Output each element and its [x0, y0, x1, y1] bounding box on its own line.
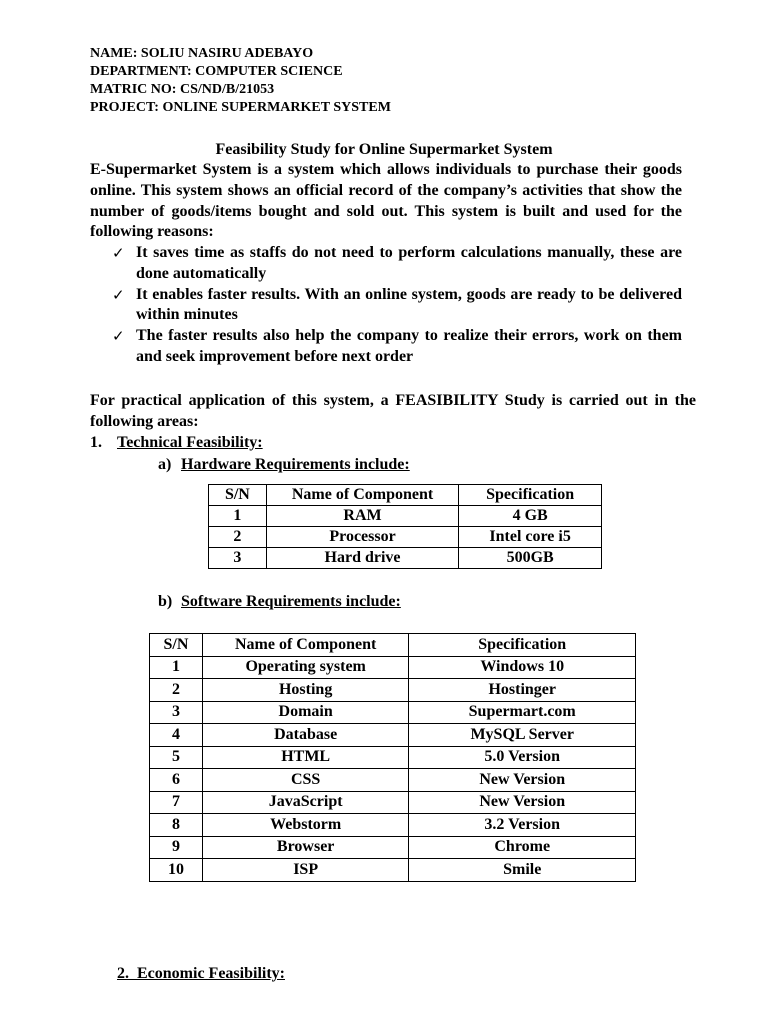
- table-row: [150, 791, 636, 814]
- table-row: [150, 701, 636, 724]
- section-label: Technical Feasibility:: [117, 434, 263, 451]
- subsection-marker: a): [158, 456, 172, 473]
- table-cell: 3: [209, 548, 267, 569]
- table-header-row: [150, 634, 636, 657]
- project-title: PROJECT: ONLINE SUPERMARKET SYSTEM: [90, 100, 391, 115]
- subsection-marker: b): [158, 593, 173, 610]
- hardware-heading: [158, 455, 410, 475]
- column-header: Name of Component: [202, 634, 409, 657]
- intro-paragraph: E-Supermarket System is a system which allows individuals to purchase their goods online. This system shows an official record of the company’s activities that show the number of goods/items bought and sold out. This system is built and used for the following reasons:: [90, 161, 682, 241]
- hardware-table: [208, 484, 602, 569]
- table-row: [150, 769, 636, 792]
- column-header: Specification: [459, 485, 602, 506]
- table-row: [150, 814, 636, 837]
- table-cell: JavaScript: [202, 791, 409, 814]
- software-table: [149, 633, 636, 882]
- matric-number: MATRIC NO: CS/ND/B/21053: [90, 82, 275, 97]
- table-cell: 5.0 Version: [409, 746, 636, 769]
- table-cell: Hosting: [202, 679, 409, 702]
- table-cell: New Version: [409, 769, 636, 792]
- table-cell: Chrome: [409, 836, 636, 859]
- table-row: [150, 724, 636, 747]
- document-title: Feasibility Study for Online Supermarket System: [215, 141, 553, 158]
- subsection-label: Hardware Requirements include:: [181, 456, 410, 473]
- table-cell: Processor: [266, 527, 458, 548]
- list-item: [110, 326, 682, 368]
- table-cell: 2: [209, 527, 267, 548]
- software-heading: [158, 592, 401, 612]
- table-cell: Operating system: [202, 656, 409, 679]
- table-cell: Intel core i5: [459, 527, 602, 548]
- table-cell: RAM: [266, 506, 458, 527]
- table-cell: 1: [209, 506, 267, 527]
- table-cell: 6: [150, 769, 203, 792]
- table-cell: 3.2 Version: [409, 814, 636, 837]
- section-number: 1.: [90, 434, 102, 451]
- table-cell: HTML: [202, 746, 409, 769]
- table-cell: 3: [150, 701, 203, 724]
- column-header: S/N: [150, 634, 203, 657]
- table-cell: Supermart.com: [409, 701, 636, 724]
- table-row: [150, 859, 636, 882]
- table-row: [150, 746, 636, 769]
- table-cell: Windows 10: [409, 656, 636, 679]
- table-cell: Database: [202, 724, 409, 747]
- subsection-label: Software Requirements include:: [181, 593, 401, 610]
- list-item: [110, 285, 682, 327]
- student-info: [90, 45, 391, 117]
- table-cell: CSS: [202, 769, 409, 792]
- table-cell: 2: [150, 679, 203, 702]
- table-cell: 500GB: [459, 548, 602, 569]
- technical-feasibility-heading: [90, 433, 263, 453]
- table-cell: 9: [150, 836, 203, 859]
- table-cell: ISP: [202, 859, 409, 882]
- table-row: [150, 836, 636, 859]
- table-cell: 4: [150, 724, 203, 747]
- reasons-list: [110, 243, 682, 368]
- practical-paragraph: For practical application of this system, a FEASIBILITY Study is carried out in the following areas:: [90, 392, 696, 430]
- checkmark-icon: ✓: [112, 285, 125, 304]
- reason-text: It saves time as staffs do not need to perform calculations manually, these are done automatically: [136, 244, 682, 282]
- checkmark-icon: ✓: [112, 244, 125, 262]
- economic-feasibility-heading: [117, 964, 285, 984]
- table-row: [209, 527, 602, 548]
- reason-text: The faster results also help the company to realize their errors, work on them and seek improvement before next order: [136, 327, 682, 365]
- column-header: Name of Component: [266, 485, 458, 506]
- checkmark-icon: ✓: [112, 327, 125, 346]
- table-cell: MySQL Server: [409, 724, 636, 747]
- table-header-row: [209, 485, 602, 506]
- table-cell: 10: [150, 859, 203, 882]
- table-cell: Hostinger: [409, 679, 636, 702]
- table-row: [150, 679, 636, 702]
- table-row: [209, 506, 602, 527]
- reason-text: It enables faster results. With an online system, goods are ready to be delivered within minutes: [136, 285, 682, 324]
- column-header: Specification: [409, 634, 636, 657]
- table-cell: Hard drive: [266, 548, 458, 569]
- table-cell: Browser: [202, 836, 409, 859]
- column-header: S/N: [209, 485, 267, 506]
- list-item: [110, 243, 682, 285]
- table-row: [150, 656, 636, 679]
- table-cell: 7: [150, 791, 203, 814]
- table-cell: Domain: [202, 701, 409, 724]
- table-cell: 5: [150, 746, 203, 769]
- table-row: [209, 548, 602, 569]
- table-cell: 1: [150, 656, 203, 679]
- table-cell: Webstorm: [202, 814, 409, 837]
- table-cell: New Version: [409, 791, 636, 814]
- table-cell: Smile: [409, 859, 636, 882]
- table-cell: 4 GB: [459, 506, 602, 527]
- section-label: 2. Economic Feasibility:: [117, 965, 285, 982]
- table-cell: 8: [150, 814, 203, 837]
- department: DEPARTMENT: COMPUTER SCIENCE: [90, 64, 343, 79]
- student-name: NAME: SOLIU NASIRU ADEBAYO: [90, 46, 314, 61]
